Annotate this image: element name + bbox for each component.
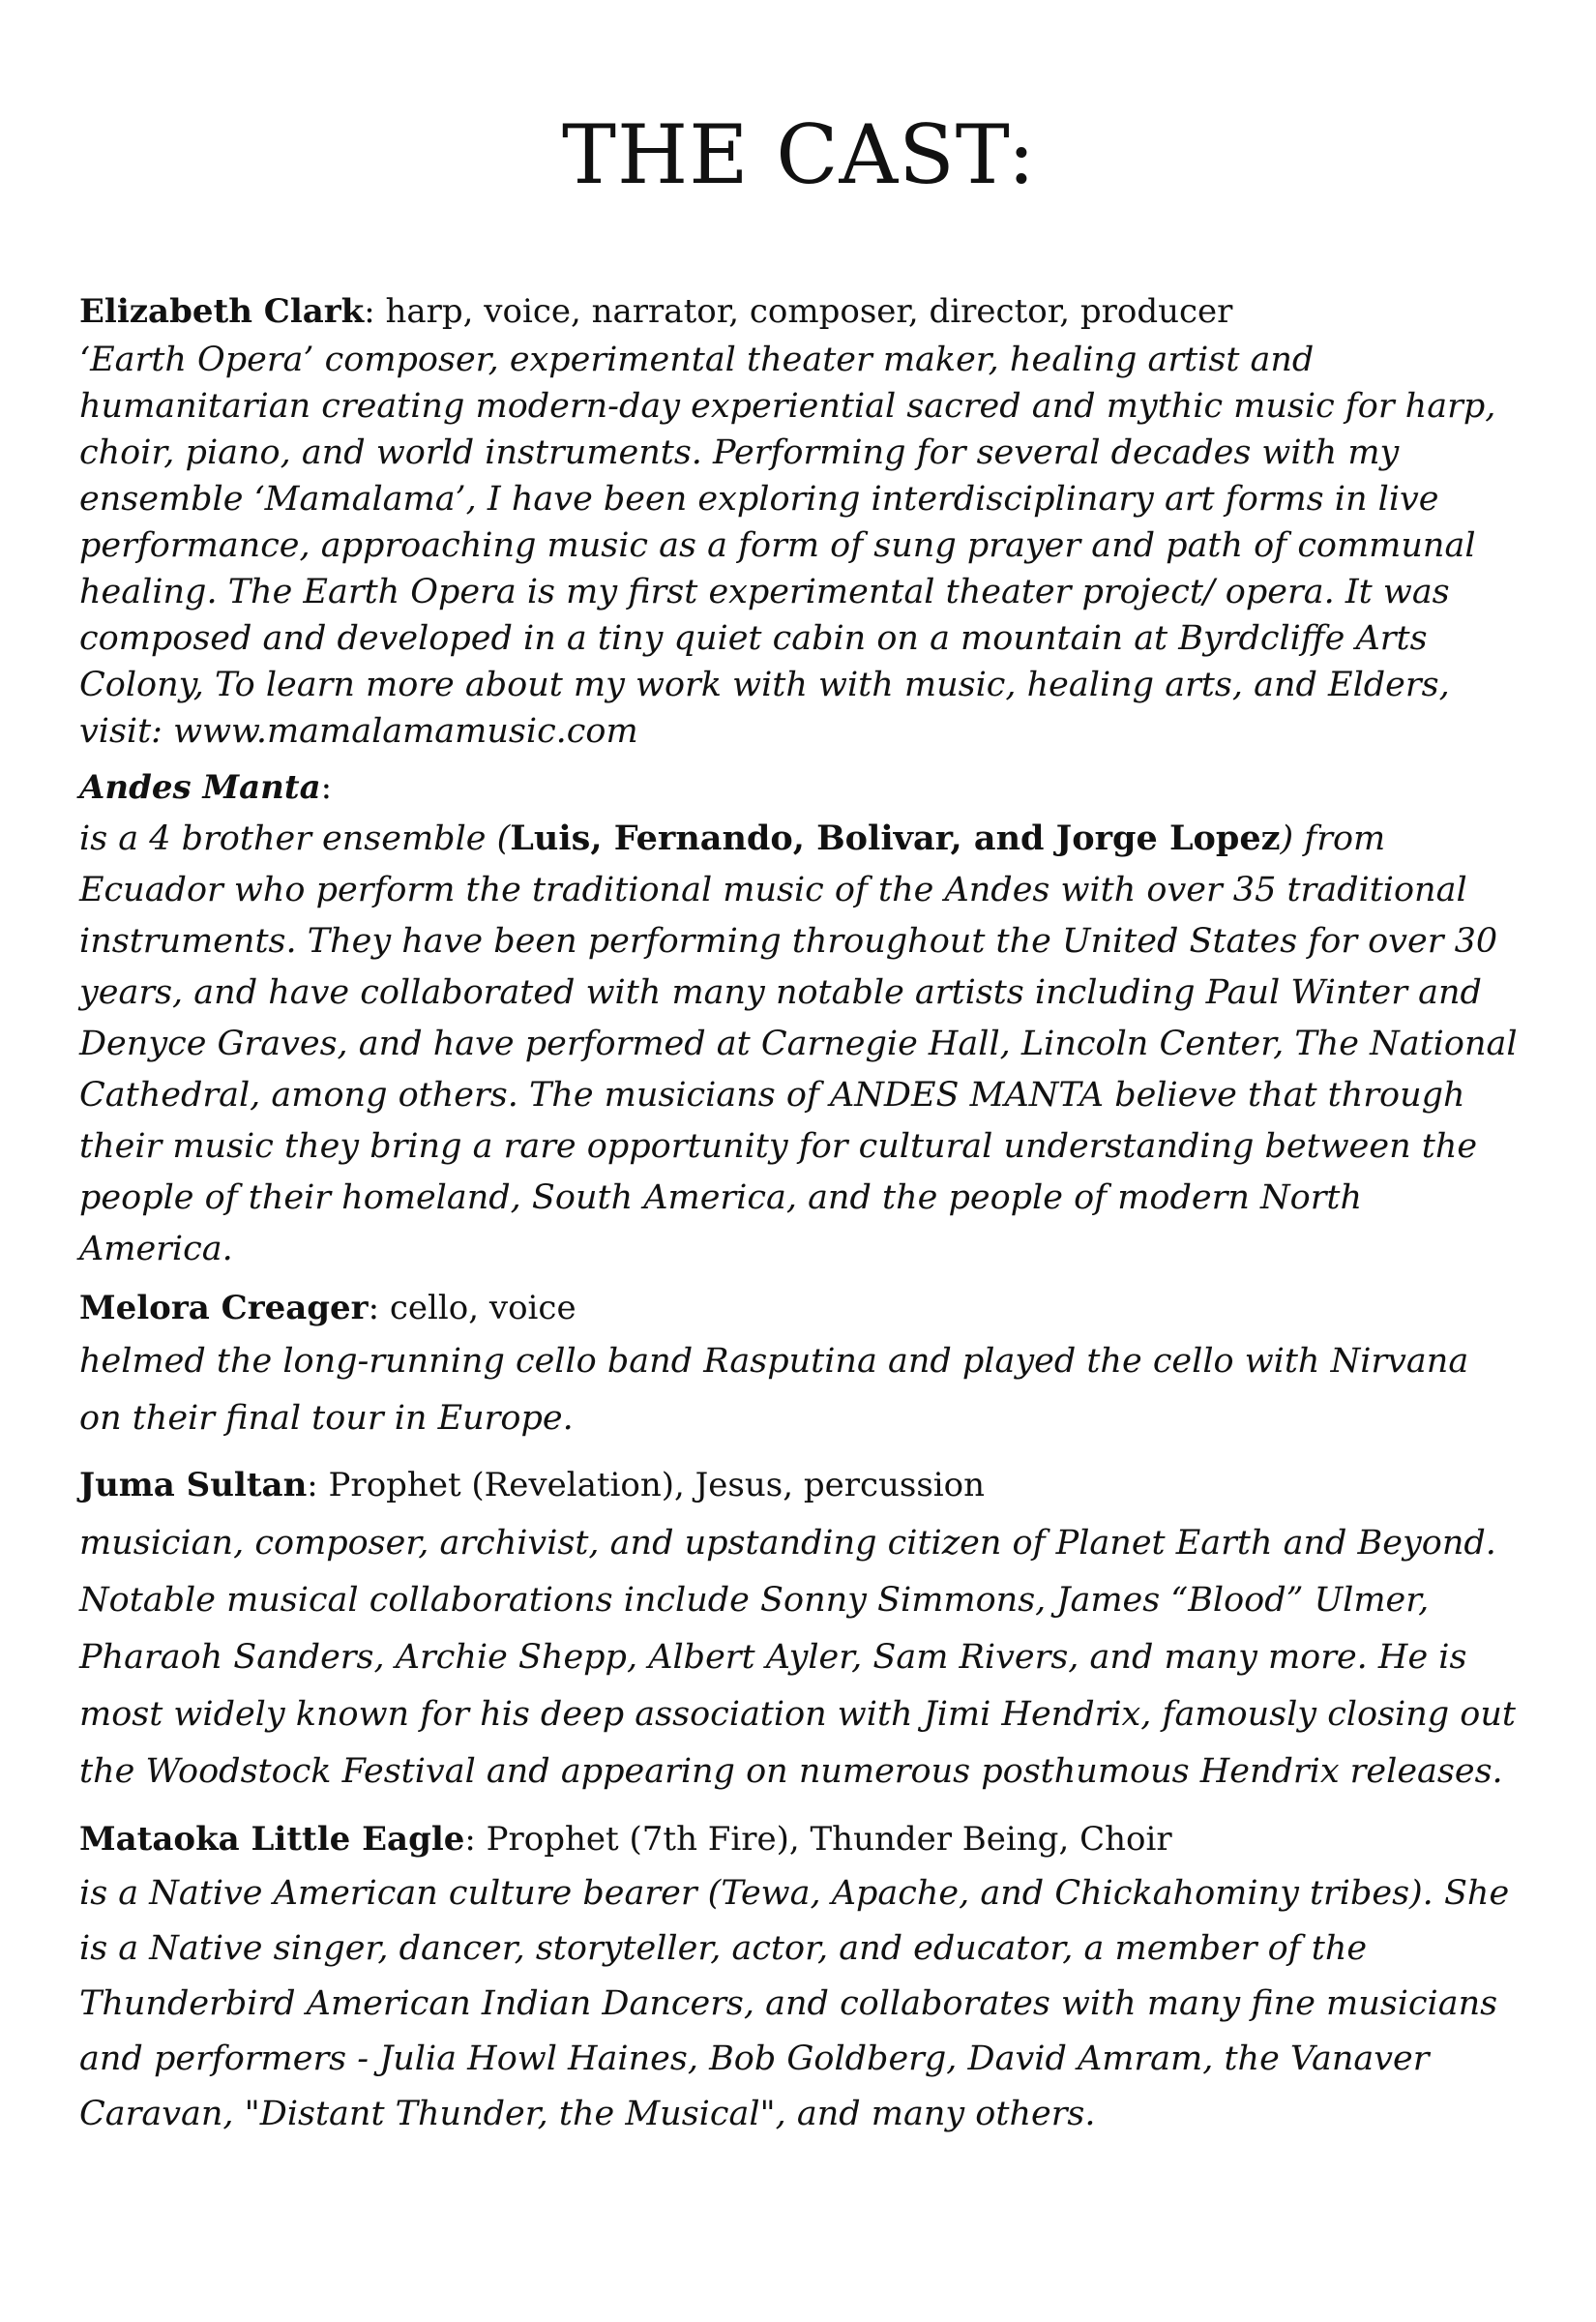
cast-entry-header (79, 286, 1519, 337)
cast-member-bio: musician, composer, archivist, and upstanding citizen of Planet Earth and Beyond. Notable musical collaborations include Sonny Simmons, James “Blood” Ulmer, Pharaoh Sanders, Archie Shepp, Albert Ayler, Sam Rivers, and many more. He is most widely known for his deep association with Jimi Hendrix, famously closing out the Woodstock Festival and appearing on numerous posthumous Hendrix releases. (79, 1524, 1516, 1791)
cast-member-name: Andes Manta (79, 768, 321, 807)
cast-entry-elizabeth-clark (79, 286, 1519, 755)
bio-ensemble-name: ANDES MANTA (830, 1076, 1105, 1115)
cast-member-name: Melora Creager (79, 1289, 369, 1327)
cast-entry-header (79, 762, 1519, 813)
cast-entry-andes-manta (79, 762, 1519, 1275)
cast-member-name: Elizabeth Clark (79, 292, 365, 331)
cast-member-roles: : (320, 768, 333, 807)
cast-entry-juma-sultan (79, 1455, 1519, 1801)
cast-member-name: Juma Sultan (79, 1466, 308, 1504)
cast-member-roles: : cello, voice (368, 1289, 576, 1327)
cast-member-bio (79, 813, 1519, 1275)
cast-entry-melora-creager (79, 1283, 1519, 1447)
cast-member-roles: : Prophet (7th Fire), Thunder Being, Choir (464, 1820, 1172, 1859)
cast-member-bio: is a Native American culture bearer (Tewa, Apache, and Chickahominy tribes). She is a Native singer, dancer, storyteller, actor, and educator, a member of the Thunderbird American Indian Dancers, and collaborates with many fine musicians and performers - Julia Howl Haines, Bob Goldberg, David Amram, the Vanaver Caravan, "Distant Thunder, the Musical", and many others. (79, 1874, 1510, 2133)
bio-members-names: Luis, Fernando, Bolivar, and Jorge Lopez (510, 819, 1281, 858)
bio-text-post: believe that through their music they bring a rare opportunity for cultural understanding between the people of their homeland, South America, and the people of modern North America. (79, 1076, 1478, 1268)
cast-member-name: Mataoka Little Eagle (79, 1820, 465, 1859)
cast-member-roles: : Prophet (Revelation), Jesus, percussion (307, 1466, 986, 1504)
cast-entry-header (79, 1455, 1519, 1515)
cast-entry-mataoka-little-eagle (79, 1812, 1519, 2142)
cast-list (79, 286, 1519, 2142)
page-title: THE CAST: (561, 107, 1037, 202)
bio-text-pre: is a 4 brother ensemble ( (79, 819, 511, 858)
cast-member-roles: : harp, voice, narrator, composer, director, producer (364, 292, 1233, 331)
cast-entry-header (79, 1812, 1519, 1866)
bio-text-mid: ) from Ecuador who perform the traditional music of the Andes with over 35 traditional instruments. They have been performing throughout the United States for over 30 years, and have collaborated with many notable artists including Paul Winter and Denyce Graves, and have performed at Carnegie Hall, Lincoln Center, The National Cathedral, among others. The musicians of (79, 819, 1518, 1115)
cast-entry-header (79, 1283, 1519, 1333)
cast-member-bio: helmed the long-running cello band Rasputina and played the cello with Nirvana on their final tour in Europe. (79, 1342, 1469, 1438)
cast-member-bio: ‘Earth Opera’ composer, experimental theater maker, healing artist and humanitarian creating modern-day experiential sacred and mythic music for harp, choir, piano, and world instruments. Performing for several decades with my ensemble ‘Mamalama’, I have been exploring interdisciplinary art forms in live performance, approaching music as a form of sung prayer and path of communal healing. The Earth Opera is my first experimental theater project/ opera. It was composed and developed in a tiny quiet cabin on a mountain at Byrdcliffe Arts Colony, To learn more about my work with with music, healing arts, and Elders, visit: www.mamalamamusic.com (79, 341, 1496, 751)
